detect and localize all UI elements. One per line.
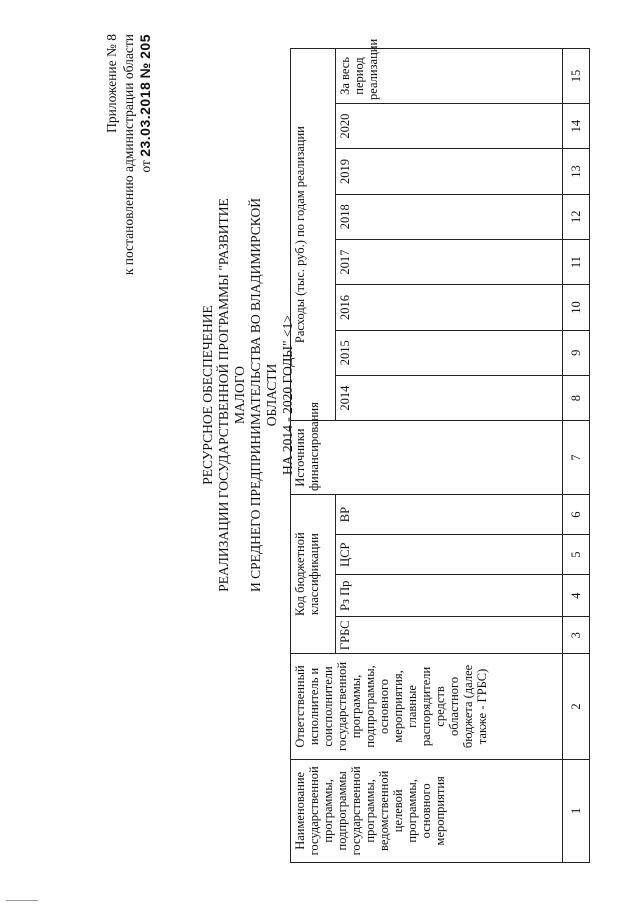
title-line-2: РЕАЛИЗАЦИИ ГОСУДАРСТВЕННОЙ ПРОГРАММЫ "РАЗВИТИЕ МАЛОГО <box>216 198 247 592</box>
column-number-row <box>563 49 590 863</box>
col-number: 15 <box>563 49 590 104</box>
document-title <box>200 175 296 615</box>
header-program-name: Наименование государственной программы, подпрограммы государственной программы, ведомственной целевой программы, основного мероприятия <box>291 759 563 862</box>
col-number: 8 <box>563 375 590 420</box>
header-year-2019: 2019 <box>335 149 562 194</box>
date-prefix: от <box>138 160 153 173</box>
col-number: 14 <box>563 103 590 148</box>
col-number: 13 <box>563 149 590 194</box>
appendix-number: Приложение № 8 <box>104 34 119 133</box>
header-total-period: За весь период реализации <box>335 49 562 104</box>
number-value: 205 <box>137 34 153 59</box>
header-code-vr: ВР <box>335 495 562 535</box>
title-line-3: И СРЕДНЕГО ПРЕДПРИНИМАТЕЛЬСТВА ВО ВЛАДИМИРСКОЙ ОБЛАСТИ <box>248 198 279 592</box>
header-expenses: Расходы (тыс. руб.) по годам реализации <box>291 49 336 421</box>
col-number: 4 <box>563 575 590 617</box>
header-year-2015: 2015 <box>335 330 562 375</box>
col-number: 3 <box>563 617 590 654</box>
header-budget-code: Код бюджетной классификации <box>291 495 336 654</box>
appendix-reference: к постановлению администрации области <box>121 34 136 276</box>
col-number: 11 <box>563 239 590 284</box>
col-number: 10 <box>563 285 590 330</box>
header-row-1 <box>291 49 336 863</box>
number-sign: № <box>137 62 153 79</box>
col-number: 5 <box>563 535 590 575</box>
title-line-1: РЕСУРСНОЕ ОБЕСПЕЧЕНИЕ <box>200 305 215 485</box>
header-year-2017: 2017 <box>335 239 562 284</box>
col-number: 7 <box>563 421 590 495</box>
header-code-grbs: ГРБС <box>335 617 562 654</box>
col-number: 1 <box>563 759 590 862</box>
appendix-dateline <box>137 34 154 275</box>
header-sources: Источники финансирования <box>291 421 563 495</box>
title-line-4: НА 2014 - 2020 ГОДЫ" <1> <box>280 315 295 475</box>
header-year-2014: 2014 <box>335 375 562 420</box>
scan-edge-mark <box>6 900 38 901</box>
col-number: 6 <box>563 495 590 535</box>
header-code-csr: ЦСР <box>335 535 562 575</box>
col-number: 2 <box>563 654 590 759</box>
col-number: 9 <box>563 330 590 375</box>
header-year-2020: 2020 <box>335 103 562 148</box>
date-value: 23.03.2018 <box>137 81 153 157</box>
appendix-header <box>103 34 154 275</box>
header-code-rzpr: Рз Пр <box>335 575 562 617</box>
resource-table <box>290 38 590 863</box>
header-responsible: Ответственный исполнитель и соисполнители государственной программы, подпрограммы, основного мероприятия, главные распорядители средств областного бюджета (далее также - ГРБС) <box>291 654 563 759</box>
header-year-2018: 2018 <box>335 194 562 239</box>
col-number: 12 <box>563 194 590 239</box>
header-year-2016: 2016 <box>335 285 562 330</box>
